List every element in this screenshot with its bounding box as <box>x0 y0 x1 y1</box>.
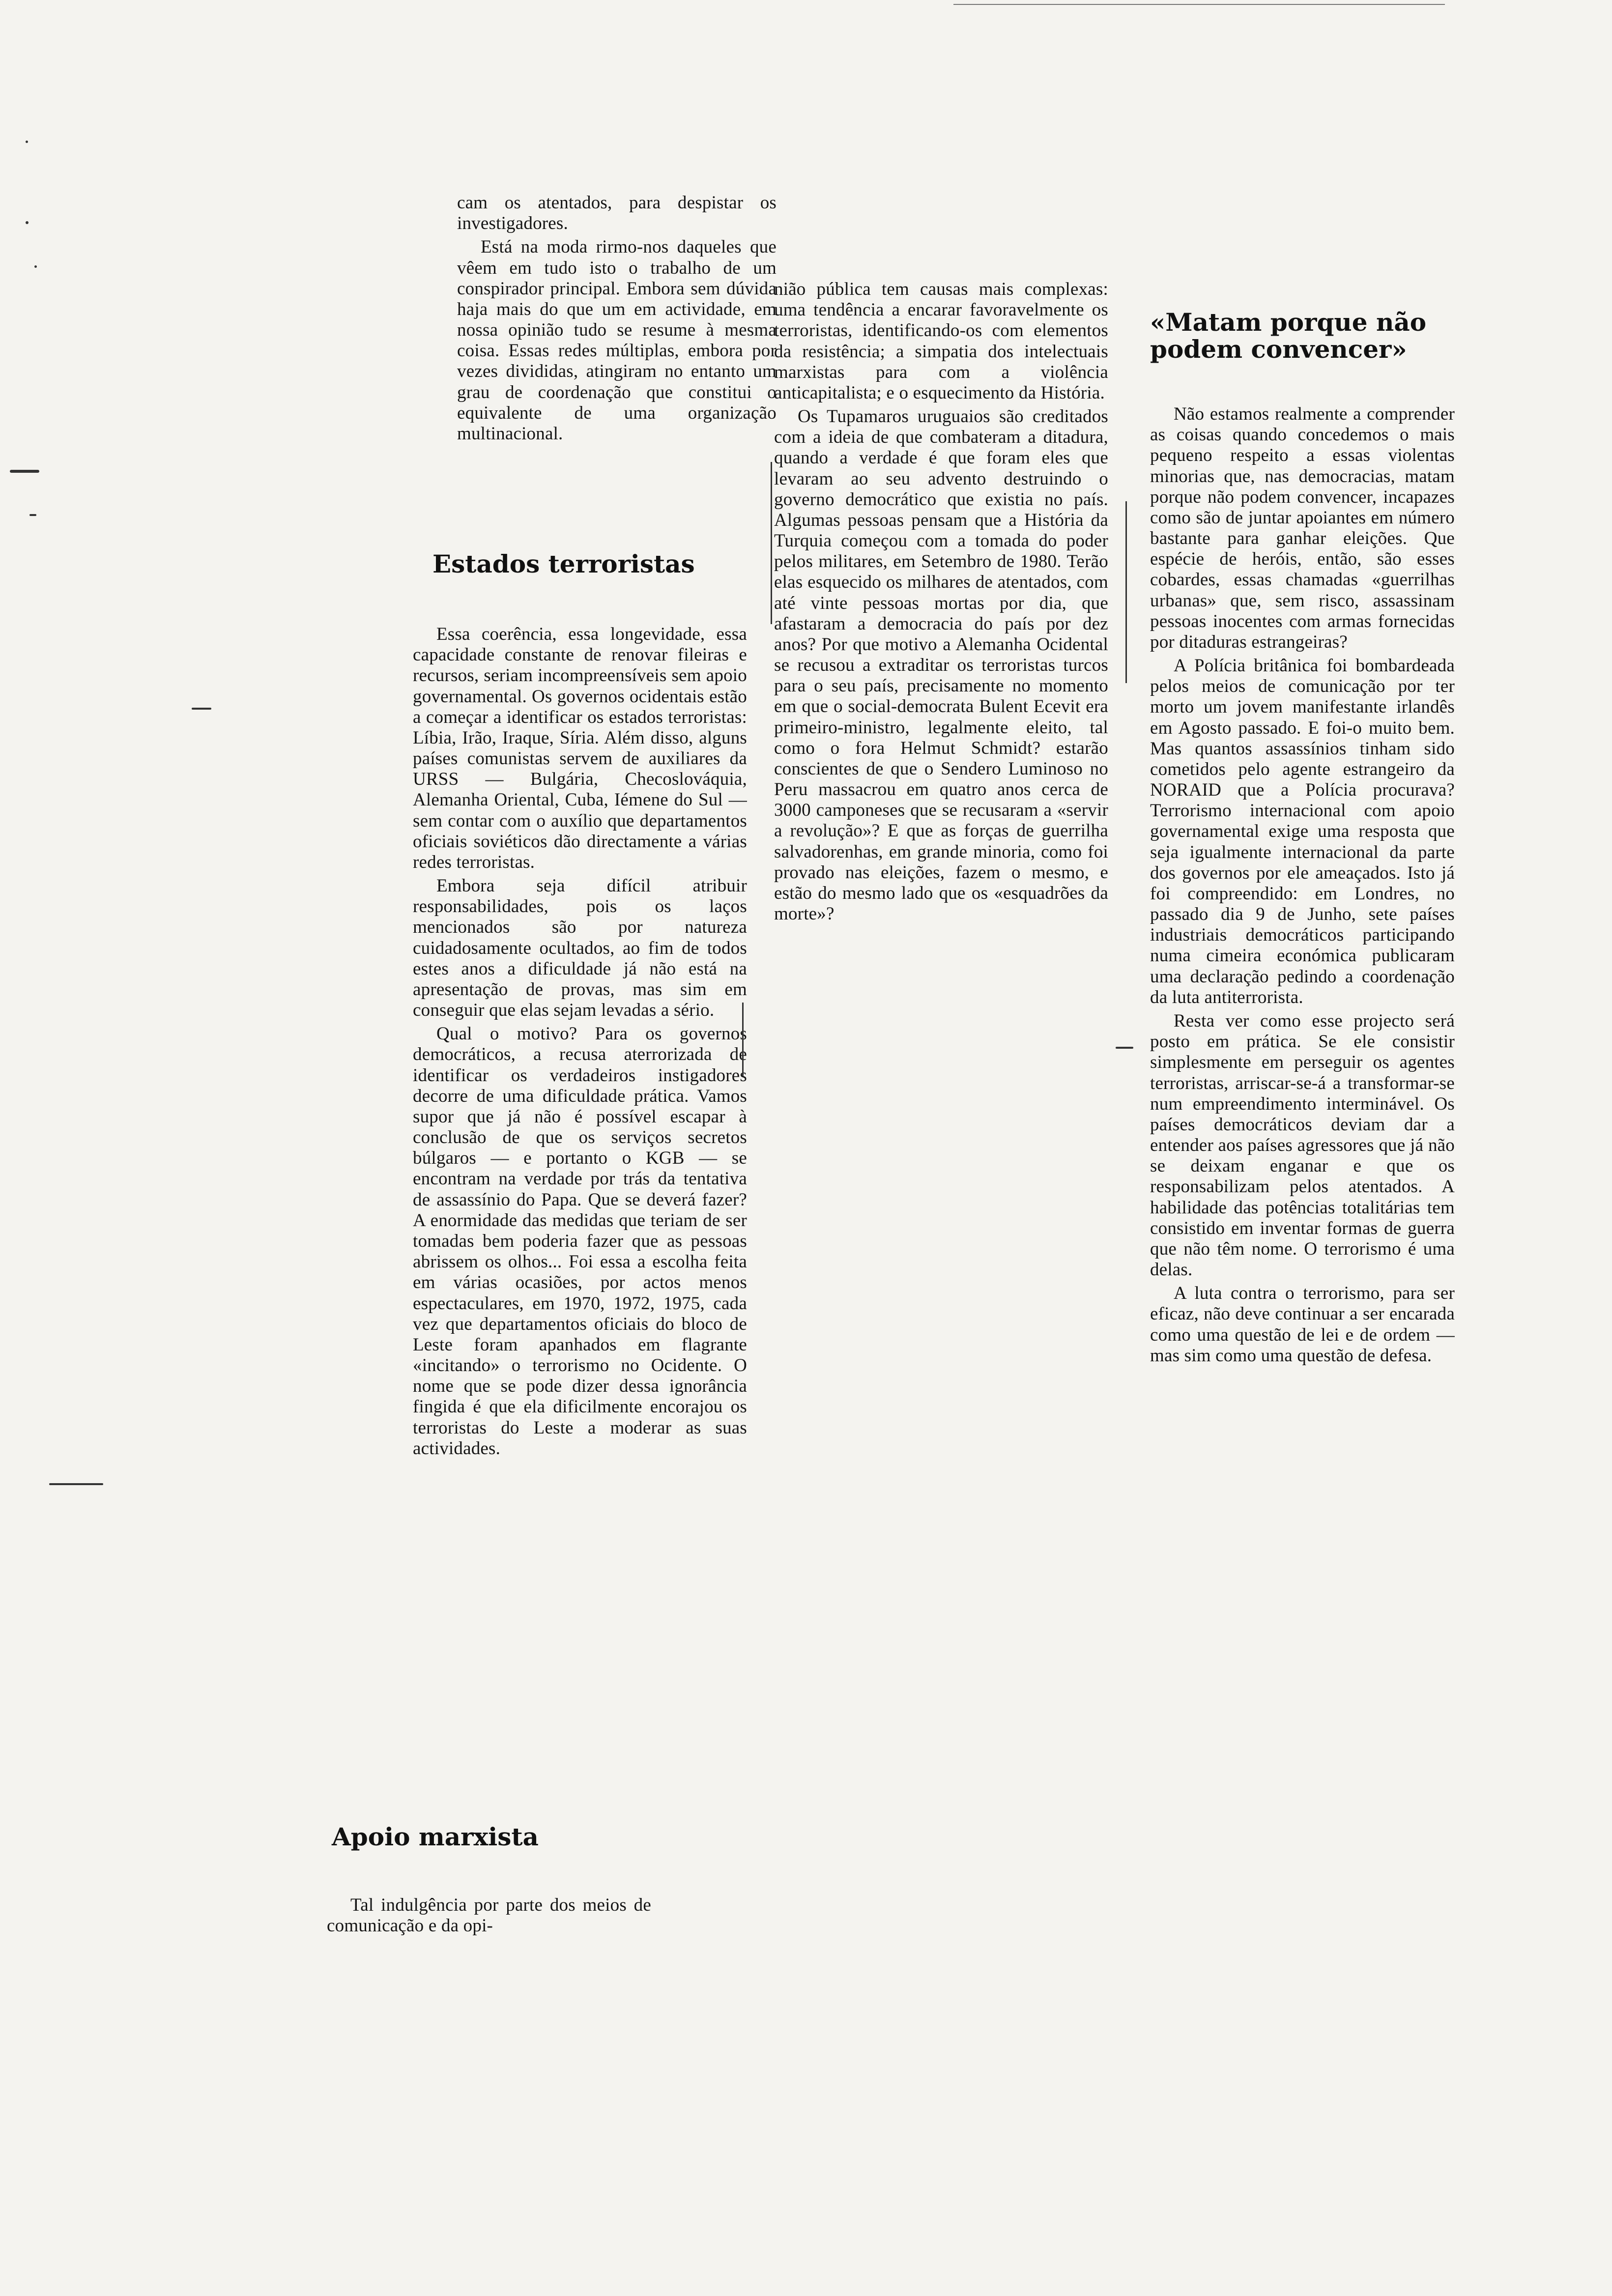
heading-apoio-marxista: Apoio marxista <box>332 1822 539 1851</box>
column-2-continued <box>327 1895 651 1939</box>
margin-mark <box>10 470 39 473</box>
column-3 <box>774 279 1108 927</box>
paragraph: Essa coerência, essa longevidade, essa capacidade constante de renovar fileiras e recursos, seriam incompreensíveis sem apoio governamental. Os governos ocidentais estão a começar a identificar os estados terroristas: Líbia, Irão, Iraque, Síria. Além disso, alguns países comunistas servem de auxiliares da URSS — Bulgária, Checoslováquia, Alemanha Oriental, Cuba, Iémene do Sul — sem contar com o auxílio que departamentos oficiais soviéticos dão directamente a várias redes terroristas. <box>413 624 747 872</box>
paragraph: Qual o motivo? Para os governos democráticos, a recusa aterrorizada de identificar os verdadeiros instigadores decorre de uma dificuldade prática. Vamos supor que já não é possível escapar à conclusão de que os serviços secretos búlgaros — e portanto o KGB — se encontram na verdade por trás da tentativa de assassínio do Papa. Que se deverá fazer? A enormidade das medidas que teriam de ser tomadas bem poderia fazer que as pessoas abrissem os olhos... Foi essa a escolha feita em várias ocasiões, por actos menos espectaculares, em 1970, 1972, 1975, cada vez que departamentos oficiais do bloco de Leste foram apanhados em flagrante «incitando» o terrorismo no Ocidente. O nome que se pode dizer dessa ignorância fingida é que ela dificilmente encorajou os terroristas do Leste a moderar as suas actividades. <box>413 1024 747 1459</box>
paragraph: Embora seja difícil atribuir responsabilidades, pois os laços mencionados são por natureza cuidadosamente ocultados, ao fim de todos estes anos a dificuldade já não está na apresentação de provas, mas sim em conseguir que elas sejam levadas a sério. <box>413 876 747 1021</box>
heading-matam-porque: «Matam porque não podem convencer» <box>1150 308 1427 364</box>
column-2 <box>413 624 747 1462</box>
paragraph: A Polícia britânica foi bombardeada pelos meios de comunicação por ter morto um jovem manifestante irlandês em Agosto passado. E foi-o muito bem. Mas quantos assassínios tinham sido cometidos pelo agente estrangeiro da NORAID que a Polícia procurava? Terrorismo internacional com apoio governamental exige uma resposta que seja igualmente internacional da parte dos governos por ele ameaçados. Isto já foi compreendido: em Londres, no passado dia 9 de Junho, sete países industriais democráticos participando numa cimeira económica publicaram uma declaração pedindo a coordenação da luta antiterrorista. <box>1150 656 1455 1007</box>
margin-mark <box>26 141 28 143</box>
paragraph: nião pública tem causas mais complexas: uma tendência a encarar favoravelmente os terroristas, identificando-os com elementos da resistência; a simpatia dos intelectuais marxistas para com a violência anticapitalista; e o esquecimento da História. <box>774 279 1108 403</box>
paragraph: Resta ver como esse projecto será posto em prática. Se ele consistir simplesmente em perseguir os agentes terroristas, arriscar-se-á a transformar-se num empreendimento interminável. Os países democráticos deviam dar a entender aos países agressores que já não se deixam enganar e que os responsabilizam pelos atentados. A habilidade das potências totalitárias tem consistido em inventar formas de guerra que não têm nome. O terrorismo é uma delas. <box>1150 1010 1455 1280</box>
heading-estados-terroristas: Estados terroristas <box>432 549 695 578</box>
paragraph: Não estamos realmente a comprender as coisas quando concedemos o mais pequeno respeito a essas violentas minorias que, nas democracias, matam porque não podem convencer, incapazes como são de juntar apoiantes em número bastante para ganhar eleições. Que espécie de heróis, então, são esses cobardes, essas chamadas «guerrilhas urbanas» que, sem risco, assassinam pessoas inocentes com armas fornecidas por ditaduras estrangeiras? <box>1150 404 1455 652</box>
margin-mark <box>26 221 29 224</box>
top-scan-line <box>953 4 1445 5</box>
paragraph: cam os atentados, para despistar os investigadores. <box>457 193 777 234</box>
column-1 <box>457 193 777 447</box>
margin-mark <box>49 1483 103 1485</box>
margin-mark <box>192 708 211 710</box>
margin-mark <box>1116 1047 1133 1049</box>
margin-bracket <box>742 1003 744 1076</box>
paragraph: Os Tupamaros uruguaios são creditados com a ideia de que combateram a ditadura, quando a verdade é que foram eles que levaram ao seu advento destruindo o governo democrático que existia no país. Algumas pessoas pensam que a História da Turquia começou com a tomada do poder pelos militares, em Setembro de 1980. Terão elas esquecido os milhares de atentados, com até vinte pessoas mortas por dia, que afastaram a democracia do país por dez anos? Por que motivo a Alemanha Ocidental se recusou a extraditar os terroristas turcos para o seu país, precisamente no momento em que o social-democrata Bulent Ecevit era primeiro-ministro, legalmente eleito, tal como o fora Helmut Schmidt? estarão conscientes de que o Sendero Luminoso no Peru massacrou em quatro anos cerca de 3000 camponeses que se recusaram a «servir a revolução»? E que as forças de guerrilha salvadorenhas, em grande minoria, como foi provado nas eleições, fazem o mesmo, e estão do mesmo lado que os «esquadrões da morte»? <box>774 406 1108 924</box>
margin-bracket <box>771 462 772 624</box>
column-4 <box>1150 404 1455 1369</box>
margin-bracket <box>1125 501 1127 683</box>
margin-mark <box>29 514 36 516</box>
paragraph: Está na moda rirmo-nos daqueles que vêem em tudo isto o trabalho de um conspirador principal. Embora sem dúvida haja mais do que um em actividade, em nossa opinião tudo se resume à mesma coisa. Essas redes múltiplas, embora por vezes divididas, atingiram no entanto um grau de coordenação que constitui o equivalente de uma organização multinacional. <box>457 237 777 444</box>
paragraph: A luta contra o terrorismo, para ser eficaz, não deve continuar a ser encarada como uma questão de lei e de ordem — mas sim como uma questão de defesa. <box>1150 1283 1455 1366</box>
margin-mark <box>34 265 37 268</box>
paragraph: Tal indulgência por parte dos meios de comunicação e da opi- <box>327 1895 651 1936</box>
